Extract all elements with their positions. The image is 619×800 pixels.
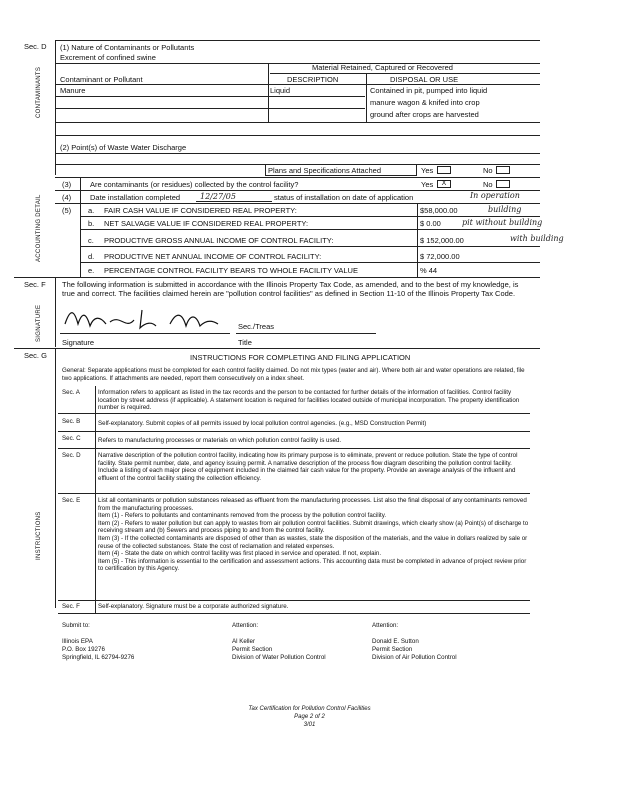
- addr-col2-3: Division of Water Pollution Control: [232, 654, 326, 661]
- attention-label-1: Attention:: [232, 622, 259, 629]
- sec-d-top-rule: [55, 40, 540, 41]
- sec-b-label: Sec. B: [62, 418, 81, 425]
- rule: [58, 613, 530, 614]
- sec-a-label: Sec. A: [62, 389, 80, 396]
- signature-side-label: SIGNATURE: [36, 304, 42, 342]
- row-disposal-3: ground after crops are harvested: [370, 110, 479, 119]
- signature-label: Signature: [62, 338, 95, 347]
- rule: [55, 96, 365, 97]
- rule: [55, 108, 365, 109]
- rule: [14, 277, 540, 278]
- col-disposal-header: DISPOSAL OR USE: [390, 75, 459, 84]
- title-value: Sec./Treas: [238, 322, 274, 331]
- col-contaminant-header: Contaminant or Pollutant: [60, 75, 143, 84]
- signature-image: [60, 304, 230, 334]
- rule: [270, 73, 540, 74]
- footer-line-2: Page 2 of 2: [294, 714, 325, 720]
- sec-e-instr-label: Sec. E: [62, 497, 81, 504]
- row4-date: 12/27/05: [200, 192, 236, 201]
- addr-col2-1: Al Keller: [232, 638, 256, 645]
- plans-no-checkbox[interactable]: [496, 166, 510, 174]
- sec-d-heading-1: (1) Nature of Contaminants or Pollutants: [60, 43, 195, 52]
- point2-label: (2) Point(s) of Waste Water Discharge: [60, 143, 187, 152]
- rule: [80, 262, 540, 263]
- instructions-side-label: INSTRUCTIONS: [36, 511, 42, 560]
- sec-d-label: Sec. D: [24, 42, 47, 51]
- sec-f-instr-text: Self-explanatory. Signature must be a corporate authorized signature.: [98, 603, 289, 610]
- sec-c-label: Sec. C: [62, 435, 81, 442]
- col-description-header: DESCRIPTION: [287, 75, 339, 84]
- row5b-text: NET SALVAGE VALUE IF CONSIDERED REAL PROPERTY:: [104, 219, 309, 228]
- addr-col3-2: Permit Section: [372, 646, 413, 653]
- rule: [58, 431, 530, 432]
- row5a-amount: $58,000.00: [420, 206, 458, 215]
- rule: [80, 216, 540, 217]
- addr-col1-3: Springfield, IL 62794-9276: [62, 654, 135, 661]
- row4-text2: status of installation on date of application: [274, 193, 414, 202]
- row-description: Liquid: [270, 86, 291, 95]
- addr-col2-2: Permit Section: [232, 646, 273, 653]
- attention-label-2: Attention:: [372, 622, 399, 629]
- rule: [55, 135, 540, 136]
- sec-a-text: Information refers to applicant as listed in the tax records and the person to be contacted for further details of the information of facilities. Control facility location by street address (if applicable). A statement location is required for facilities located outside of municipal incorporation. The property identification number is required.: [98, 389, 520, 412]
- rule: [196, 201, 272, 202]
- rule: [55, 153, 540, 154]
- row5d-text: PRODUCTIVE NET ANNUAL INCOME OF CONTROL FACILITY:: [104, 252, 322, 261]
- row5b-note: pit without building: [462, 218, 543, 227]
- row3-yes-label: Yes: [421, 180, 434, 189]
- row5c-text: PRODUCTIVE GROSS ANNUAL INCOME OF CONTROL FACILITY:: [104, 236, 334, 245]
- row4-num: (4): [62, 193, 72, 202]
- row5b-letter: b.: [88, 219, 95, 228]
- rule: [80, 229, 540, 230]
- row4-text: Date installation completed: [90, 193, 181, 202]
- sec-f-label: Sec. F: [24, 280, 46, 289]
- rule: [60, 333, 230, 334]
- rule: [55, 63, 540, 64]
- row-disposal-2: manure wagon & knifed into crop: [370, 98, 480, 107]
- rule: [58, 600, 530, 601]
- general-text: General: Separate applications must be completed for each control facility claimed. Do not mix types (water and air). Where both air and water operations are related, file two applications. If attachments are needed, report them consecutively on a index sheet.: [62, 367, 525, 382]
- row5a-text: FAIR CASH VALUE IF CONSIDERED REAL PROPERTY:: [104, 206, 297, 215]
- rule: [55, 277, 56, 347]
- row5c-letter: c.: [88, 236, 94, 245]
- sec-d-instr-text: Narrative description of the pollution control facility, indicating how its primary purpose is to eliminate, prevent or reduce pollution. State the type of control facility. State permit number, date, and agency issuing permit. A narrative description of the process flow diagram describing the pollution control facility. Include a listing of each major piece of equipment included in the claimed fair cash value for the property. Provide an average analysis of the influent and effluent of the control facility stating the collection efficiency.: [98, 452, 518, 482]
- sec-g-label: Sec. G: [24, 351, 47, 360]
- title-label: Title: [238, 338, 252, 347]
- plans-no-label: No: [483, 166, 493, 175]
- accounting-side-label: ACCOUNTING DETAIL: [36, 194, 42, 262]
- plans-yes-checkbox[interactable]: [437, 166, 451, 174]
- row3-text: Are contaminants (or residues) collected by the control facility?: [90, 180, 299, 189]
- rule: [55, 190, 540, 191]
- addr-col3-3: Division of Air Pollution Control: [372, 654, 457, 661]
- sec-d-instr-label: Sec. D: [62, 452, 81, 459]
- sec-d-heading-2: Excrement of confined swine: [60, 53, 156, 62]
- row-disposal-1: Contained in pit, pumped into liquid: [370, 86, 488, 95]
- addr-col1-2: P.O. Box 19276: [62, 646, 105, 653]
- rule: [80, 246, 540, 247]
- plans-yes-label: Yes: [421, 166, 434, 175]
- sec-e-instr-text: List all contaminants or pollution substances released as effluent from the manufacturing processes. List also the final disposal of any contaminants removed from the manufacturing processes. Item (1) - Refers to pollutants and contaminants removed from the process by the pollution control facility. Item (2) - Refers to water pollution but can apply to wastes from air pollution control facilities. Submit drawings, which clearly show (a) Point(s) of discharge to receiving stream and (b) Sewers and process piping to and from the control facility. Item (3) - If the collected contaminants are disposed of other than as wastes, state the disposition of the materials, and the value in dollars realized by sale or reuse of the collected substances. State the cost of reclamation and related expenses. Item (4) - State the date on which control facility was first placed in service and operated. If not, explain. Item (5) - This information is essential to the certification and assessment actions. This accounting data must be completed in advance of project review prior to certification by this Agency.: [98, 497, 529, 573]
- row5e-amount: % 44: [420, 266, 438, 275]
- addr-col1-1: Illinois EPA: [62, 638, 93, 645]
- sec-f-text: The following information is submitted in accordance with the Illinois Property Tax Code, as amended, and to the best of my knowledge, is true and correct. The facilities claimed herein are "pollution control facilities" as defined in Section 11-10 of the Illinois Property Tax Code.: [62, 280, 519, 298]
- rule: [55, 40, 56, 175]
- row5a-note: building: [488, 205, 522, 214]
- submit-to-label: Submit to:: [62, 622, 90, 629]
- rule: [55, 203, 540, 204]
- material-header: Material Retained, Captured or Recovered: [312, 63, 453, 72]
- rule: [95, 386, 96, 613]
- footer-line-1: Tax Certification for Pollution Control Facilities: [248, 706, 371, 712]
- rule: [58, 493, 530, 494]
- rule: [58, 448, 530, 449]
- rule: [366, 73, 367, 123]
- footer-line-3: 3/01: [303, 722, 316, 728]
- row5e-text: PERCENTAGE CONTROL FACILITY BEARS TO WHOLE FACILITY VALUE: [104, 266, 358, 275]
- rule: [55, 177, 540, 178]
- row5c-amount: $ 152,000.00: [420, 236, 464, 245]
- checkbox-mark: X: [441, 180, 447, 187]
- row5e-letter: e.: [88, 266, 95, 275]
- sec-c-text: Refers to manufacturing processes or materials on which pollution control facility is used.: [98, 437, 342, 444]
- rule: [58, 413, 530, 414]
- row3-num: (3): [62, 180, 72, 189]
- row5d-amount: $ 72,000.00: [420, 252, 460, 261]
- row3-yes-checkbox[interactable]: [437, 180, 451, 188]
- rule: [55, 84, 540, 85]
- plans-label: Plans and Specifications Attached: [268, 166, 381, 175]
- row5d-letter: d.: [88, 252, 95, 261]
- rule: [268, 63, 269, 123]
- contaminants-side-label: CONTAMINANTS: [36, 66, 42, 118]
- plans-box: [265, 164, 417, 176]
- sec-g-heading: INSTRUCTIONS FOR COMPLETING AND FILING APPLICATION: [190, 353, 411, 362]
- rule: [236, 333, 376, 334]
- sec-b-text: Self-explanatory. Submit copies of all permits issued by local pollution control agencies. (e.g., MSD Construction Permit): [98, 420, 427, 427]
- row5b-amount: $ 0.00: [420, 219, 441, 228]
- row3-no-checkbox[interactable]: [496, 180, 510, 188]
- row5c-note: with building: [510, 234, 564, 243]
- row5a-letter: a.: [88, 206, 95, 215]
- addr-col3-1: Donald E. Sutton: [372, 638, 419, 645]
- row5-num: (5): [62, 206, 72, 215]
- rule: [417, 203, 418, 277]
- rule: [14, 348, 540, 349]
- rule: [55, 122, 540, 123]
- sec-f-instr-label: Sec. F: [62, 603, 80, 610]
- rule: [55, 348, 56, 608]
- row4-status: In operation: [470, 191, 520, 200]
- row-contaminant: Manure: [60, 86, 86, 95]
- row3-no-label: No: [483, 180, 493, 189]
